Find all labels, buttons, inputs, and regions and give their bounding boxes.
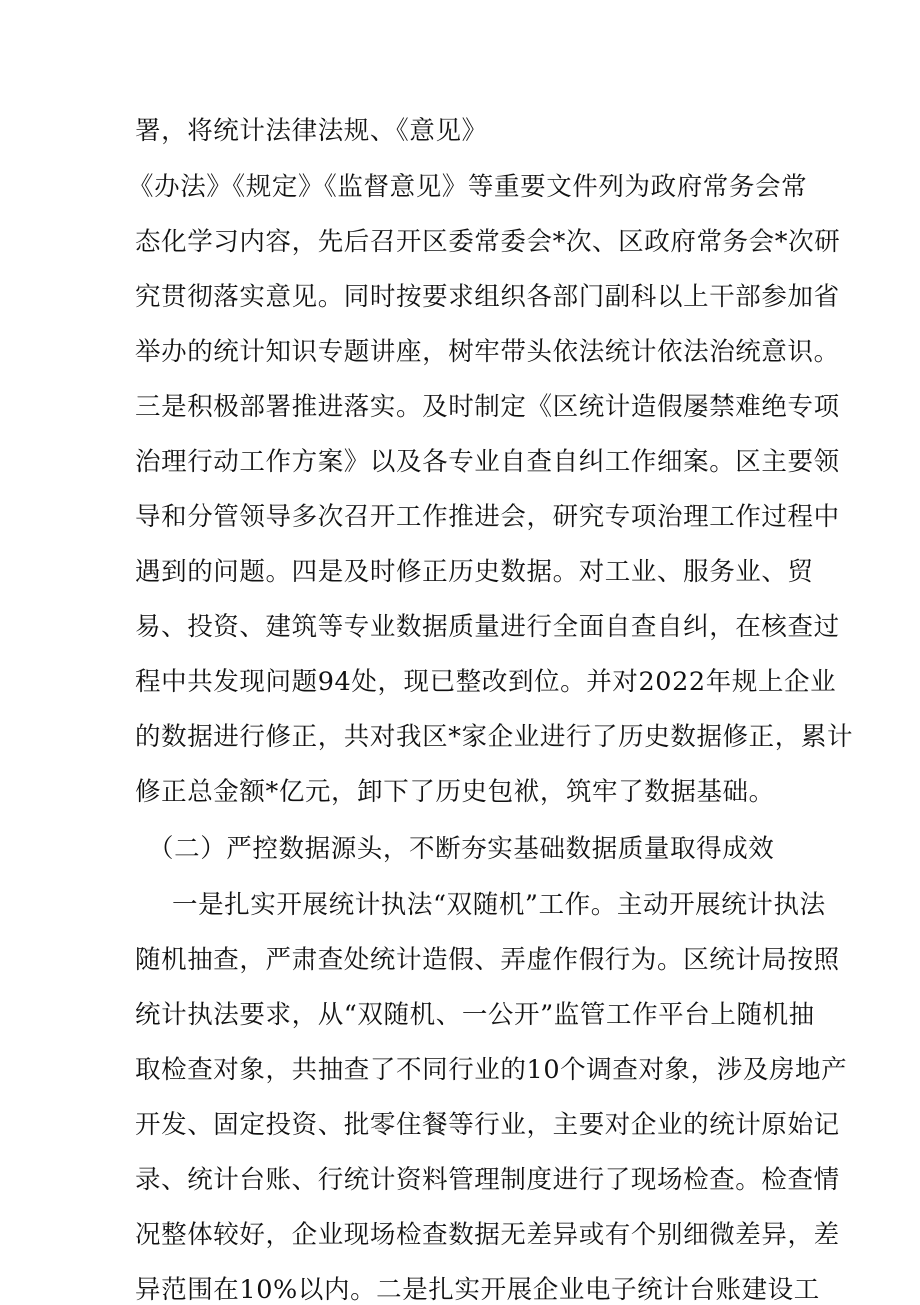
text-line: 随机抽查，严肃查处统计造假、弄虚作假行为。区统计局按照 <box>135 945 840 975</box>
text-line: 一是扎实开展统计执法“双随机”工作。主动开展统计执法 <box>172 890 826 920</box>
text-line: 导和分管领导多次召开工作推进会，研究专项治理工作过程中 <box>135 502 840 532</box>
text-line: 程中共发现问题94处，现已整改到位。并对2022年规上企业 <box>135 667 837 697</box>
text-line: 三是积极部署推进落实。及时制定《区统计造假屡禁难绝专项 <box>135 392 840 422</box>
text-line: 遇到的问题。四是及时修正历史数据。对工业、服务业、贸 <box>135 557 814 587</box>
text-line: 态化学习内容，先后召开区委常委会*次、区政府常务会*次研 <box>135 227 841 257</box>
text-line: 治理行动工作方案》以及各专业自查自纠工作细案。区主要领 <box>135 447 840 477</box>
text-line: 取检查对象，共抽查了不同行业的10个调查对象，涉及房地产 <box>135 1055 848 1085</box>
text-line: 录、统计台账、行统计资料管理制度进行了现场检查。检查情 <box>135 1165 840 1195</box>
section-heading: （二）严控数据源头，不断夯实基础数据质量取得成效 <box>148 834 775 864</box>
text-line: 署，将统计法律法规、《意见》 <box>135 116 488 146</box>
text-line: 统计执法要求，从“双随机、一公开”监管工作平台上随机抽 <box>135 1000 815 1030</box>
text-line: 修正总金额*亿元，卸下了历史包袱，筑牢了数据基础。 <box>135 777 775 807</box>
text-line: 究贯彻落实意见。同时按要求组织各部门副科以上干部参加省 <box>135 282 840 312</box>
text-line: 《办法》《规定》《监督意见》等重要文件列为政府常务会常 <box>128 172 808 202</box>
text-line: 易、投资、建筑等专业数据质量进行全面自查自纠，在核查过 <box>135 612 840 642</box>
text-line: 况整体较好，企业现场检查数据无差异或有个别细微差异，差 <box>135 1220 840 1250</box>
text-line: 开发、固定投资、批零住餐等行业，主要对企业的统计原始记 <box>135 1110 840 1140</box>
text-line: 的数据进行修正，共对我区*家企业进行了历史数据修正，累计 <box>135 722 854 752</box>
text-line: 举办的统计知识专题讲座，树牢带头依法统计依法治统意识。 <box>135 337 840 367</box>
text-line: 异范围在10%以内。二是扎实开展企业电子统计台账建设工 <box>135 1275 820 1305</box>
